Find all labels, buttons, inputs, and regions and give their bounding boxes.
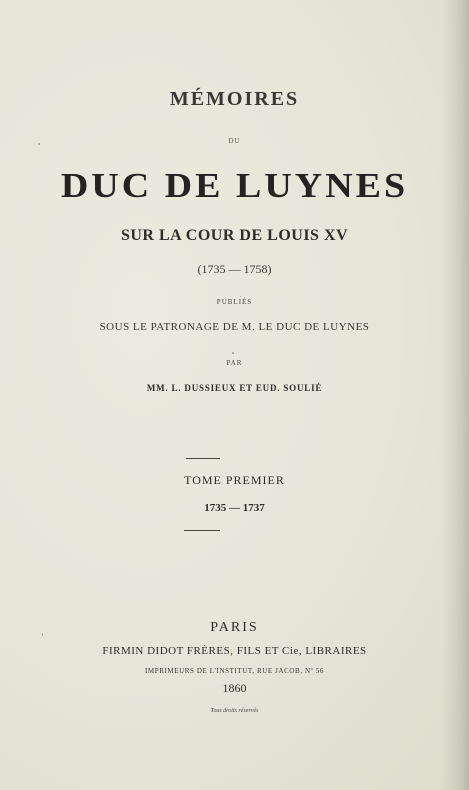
city-paris: PARIS bbox=[210, 620, 259, 635]
tome-label: TOME PREMIER bbox=[184, 473, 285, 487]
date-range: (1735 — 1758) bbox=[197, 262, 272, 276]
authors-line: MM. L. DUSSIEUX ET EUD. SOULIÉ bbox=[146, 383, 323, 393]
printers-line: IMPRIMEURS DE L'INSTITUT, RUE JACOB, Nº 56 bbox=[144, 667, 324, 675]
page-edge-shadow bbox=[441, 0, 469, 790]
divider-upper bbox=[186, 458, 220, 459]
par-label: PAR bbox=[226, 359, 243, 367]
patronage-line: SOUS LE PATRONAGE DE M. LE DUC DE LUYNES bbox=[99, 321, 370, 333]
paper-speck bbox=[240, 296, 241, 297]
tome-dates: 1735 — 1737 bbox=[204, 502, 265, 514]
publisher-line: FIRMIN DIDOT FRÈRES, FILS ET Cie, LIBRAIRES bbox=[102, 645, 367, 657]
heading-memoires: MÉMOIRES bbox=[169, 88, 300, 110]
word-du: DU bbox=[228, 137, 241, 145]
divider-lower bbox=[184, 530, 220, 531]
paper-speck bbox=[38, 143, 40, 145]
paper-speck bbox=[42, 633, 43, 636]
main-title: DUC DE LUYNES bbox=[60, 166, 409, 206]
publies-label: PUBLIÉS bbox=[216, 298, 253, 306]
rights-notice: Tous droits réservés bbox=[210, 708, 259, 714]
subtitle: SUR LA COUR DE LOUIS XV bbox=[120, 227, 349, 244]
publication-year: 1860 bbox=[222, 681, 247, 695]
paper-speck bbox=[232, 352, 234, 354]
